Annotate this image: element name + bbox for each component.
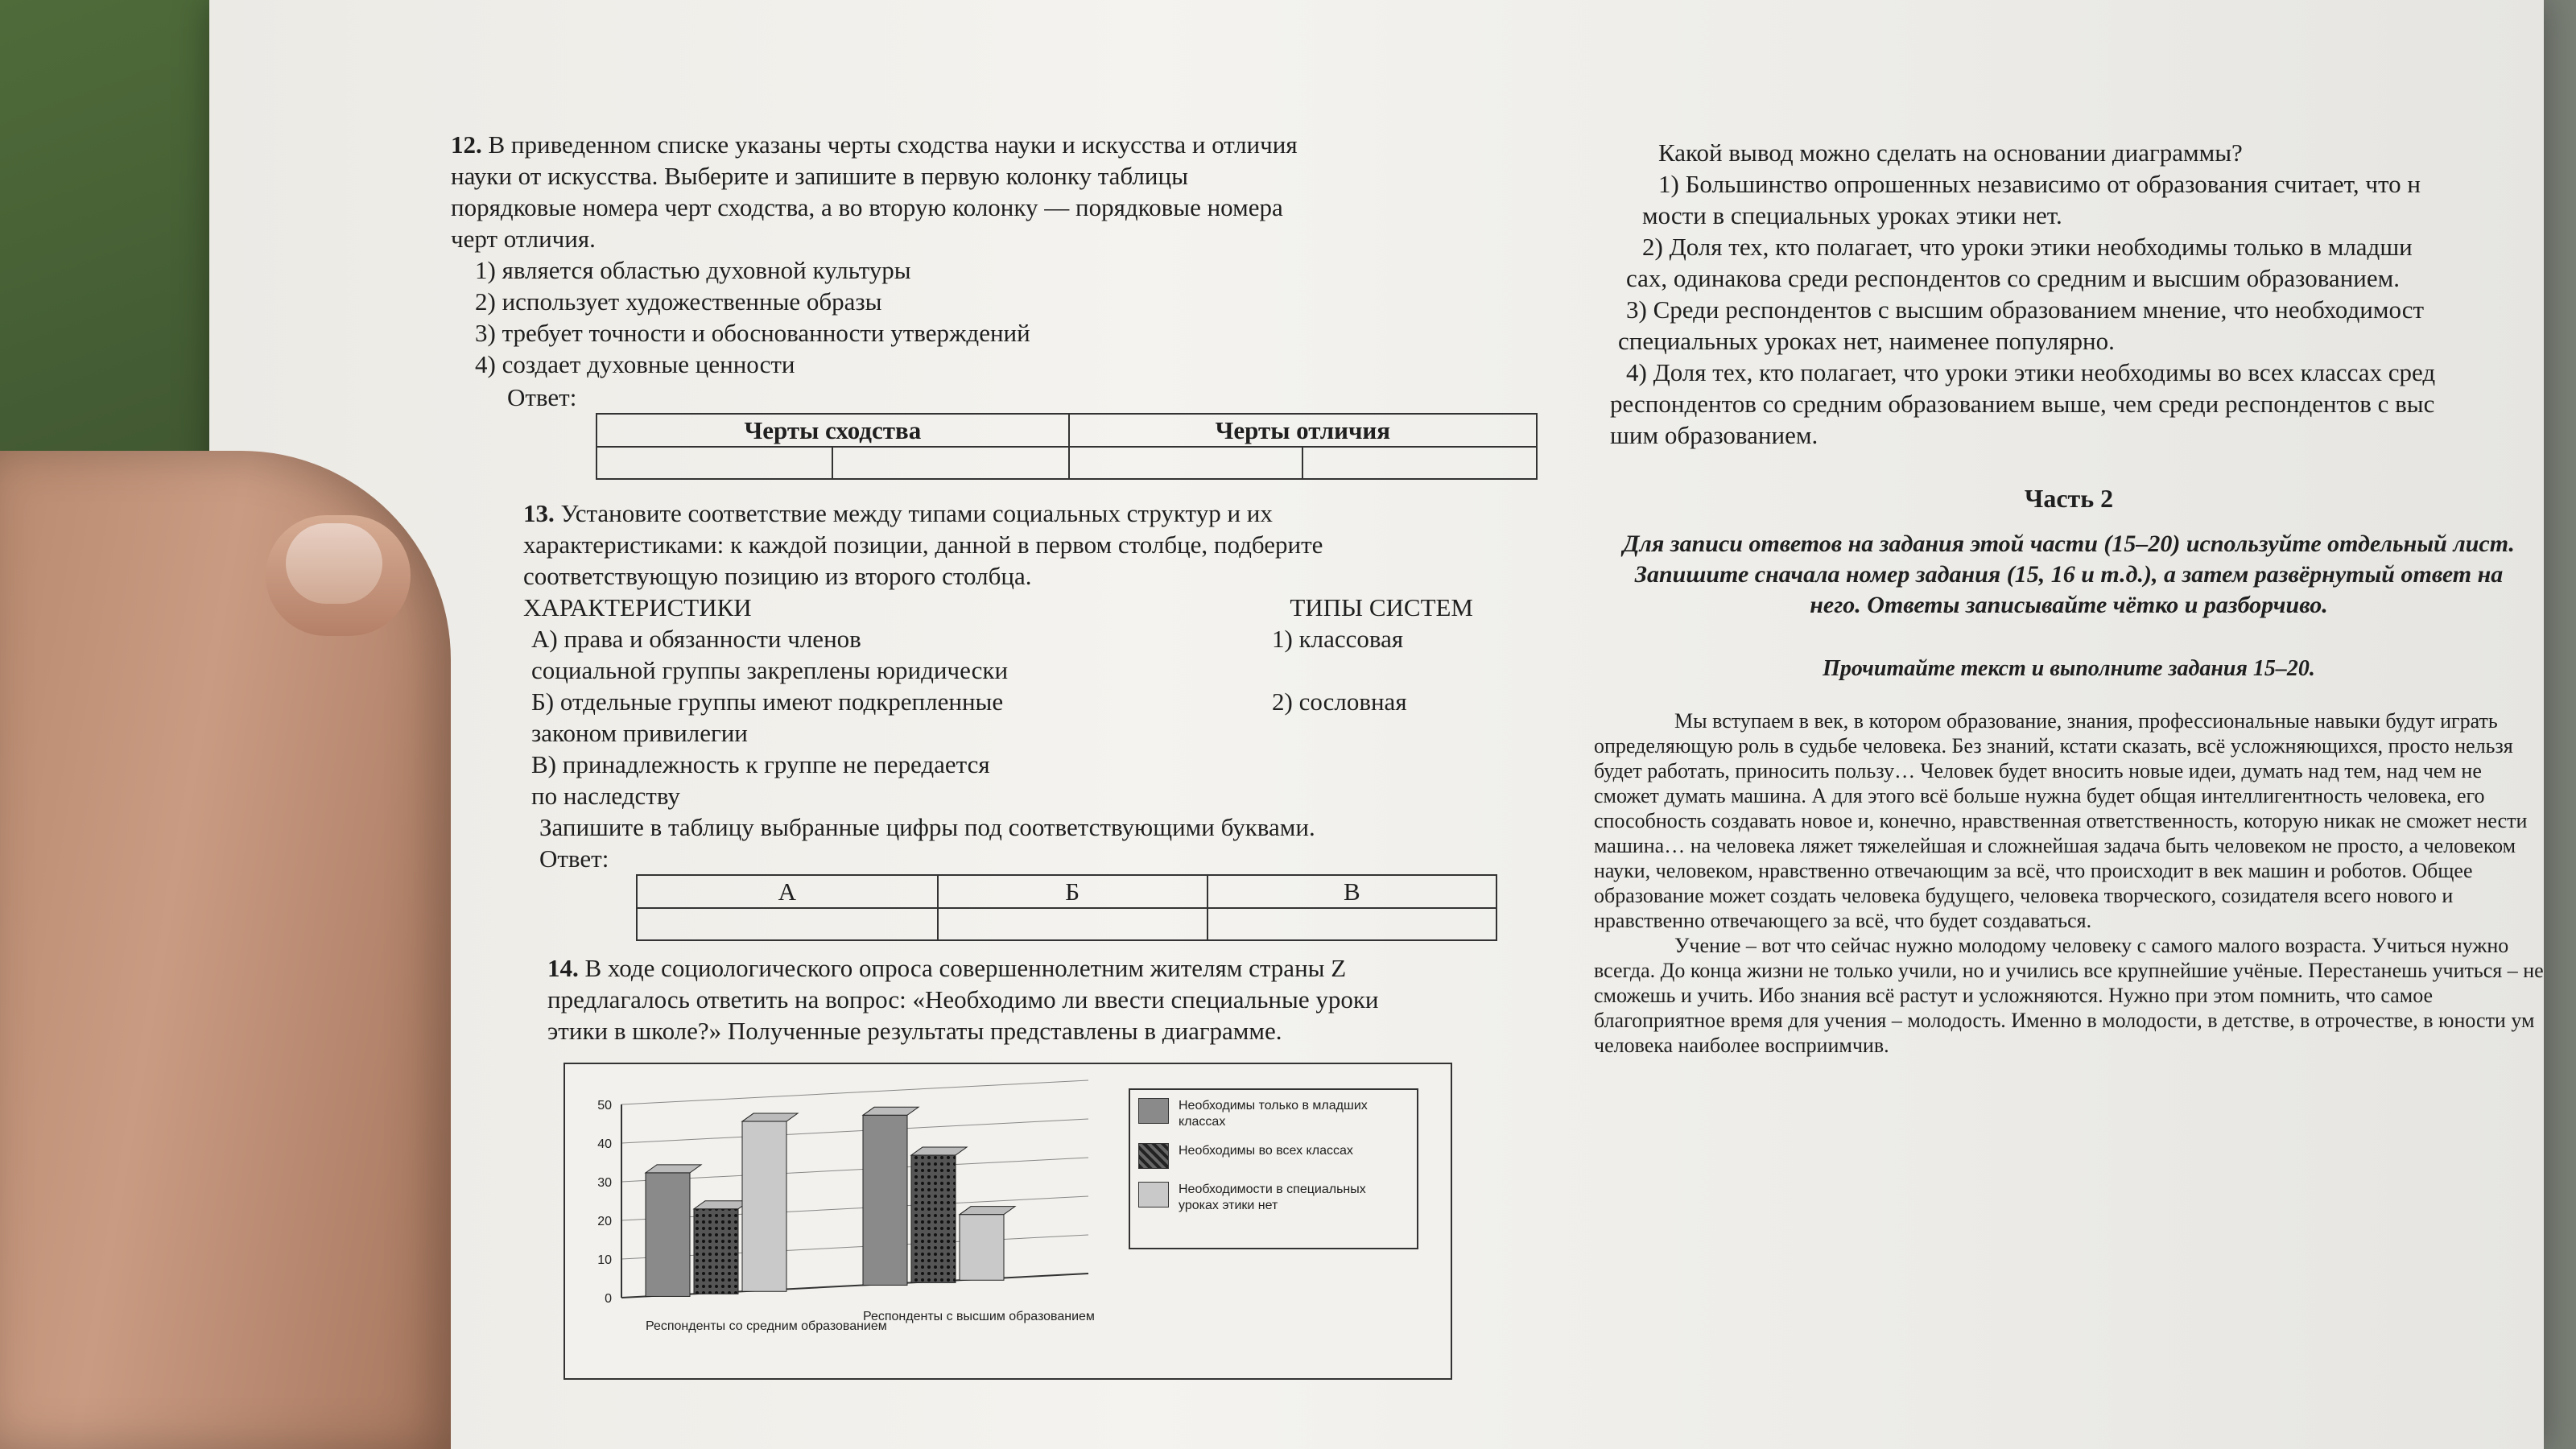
q12-answer-table (596, 413, 1538, 480)
bar-top (646, 1165, 701, 1173)
q13-col-c: В (1208, 875, 1496, 908)
q13-text (451, 497, 1562, 529)
bar-top (742, 1113, 798, 1121)
legend-label: Необходимости в специальных уроках этики нет (1179, 1183, 1366, 1212)
q14-line: В ходе социологического опроса совершеннолетним жителям страны Z (584, 954, 1347, 982)
answer-cell[interactable] (938, 908, 1208, 940)
q13-type: 2) сословная (1272, 687, 1407, 716)
q14-text (451, 952, 1562, 984)
legend-swatch (1138, 1098, 1169, 1124)
q13-number: 13. (523, 499, 555, 527)
q14-number: 14. (547, 954, 579, 982)
q12-item: 3) требует точности и обоснованности утверждений (475, 319, 1030, 347)
q14-chart (564, 1063, 1452, 1380)
q13-char: социальной группы закреплены юридически (531, 656, 1009, 684)
q12-number: 12. (451, 130, 482, 159)
bar-top (694, 1201, 749, 1209)
legend-item (1138, 1098, 1409, 1130)
q13-char: законом привилегии (531, 719, 748, 747)
q14-question: Какой вывод можно сделать на основании диаграммы? (1658, 138, 2243, 167)
thumbnail (286, 523, 382, 604)
q12-line: черт отличия. (451, 225, 596, 253)
bar-top (863, 1107, 919, 1115)
q12-line: порядковые номера черт сходства, а во вторую колонку — порядковые номера (451, 193, 1283, 221)
answer-cell[interactable] (1302, 447, 1537, 479)
q13-answer-label: Ответ: (539, 844, 609, 873)
q13-instruction: Запишите в таблицу выбранные цифры под соответствующими буквами. (539, 813, 1315, 841)
right-column (1594, 137, 2544, 1058)
q13-line: Установите соответствие между типами социальных структур и их (560, 499, 1273, 527)
q12-item: 1) является областью духовной культуры (475, 256, 911, 284)
answer-cell[interactable] (597, 447, 832, 479)
answer-cell[interactable] (832, 447, 1068, 479)
x-axis (621, 1274, 1088, 1298)
read-instruction: Прочитайте текст и выполните задания 15–20. (1823, 656, 2315, 681)
q13-char: по наследству (531, 782, 680, 810)
q12-line: науки от искусства. Выберите и запишите в первую колонку таблицы (451, 162, 1188, 190)
q13-heads (451, 592, 1473, 623)
bar-top (911, 1147, 967, 1155)
bar (960, 1215, 1004, 1281)
y-tick-label: 10 (597, 1253, 612, 1267)
q13-line: соответствующую позицию из второго столбца. (523, 562, 1032, 590)
legend-item (1138, 1143, 1409, 1169)
gridline (621, 1196, 1088, 1220)
bar-chart-svg (565, 1064, 1113, 1370)
q12-col-diff: Черты отличия (1069, 414, 1537, 447)
bar (911, 1155, 956, 1282)
q14-option: шим образованием. (1610, 421, 1818, 449)
q13-col-a: А (637, 875, 938, 908)
q14-option: 2) Доля тех, кто полагает, что уроки этики необходимы только в младши (1642, 233, 2413, 261)
q14-option: специальных уроках нет, наименее популярно. (1618, 327, 2115, 355)
y-tick-label: 0 (605, 1292, 612, 1306)
q13-line: характеристиками: к каждой позиции, данной в первом столбце, подберите (523, 530, 1323, 559)
chart-legend (1129, 1088, 1418, 1249)
y-tick-label: 30 (597, 1176, 612, 1190)
q13-head-types: ТИПЫ СИСТЕМ (1290, 593, 1473, 621)
y-tick-label: 20 (597, 1215, 612, 1228)
q13-type: 1) классовая (1272, 625, 1404, 653)
part-2-instructions: Для записи ответов на задания этой части (15–20) используйте отдельный лист. Запишите сначала номер задания (15, 16 и т.д.), а затем развёрнутый ответ на него. Ответы записывайте чётко и разборчиво. (1623, 530, 2515, 618)
answer-cell[interactable] (1208, 908, 1496, 940)
q14-option: респондентов со средним образованием выше, чем среди респондентов с выс (1610, 390, 2435, 418)
bar (646, 1173, 690, 1297)
q12-item: 4) создает духовные ценности (475, 350, 795, 378)
x-category-label: Респонденты со средним образованием (646, 1319, 887, 1333)
legend-label: Необходимы только в младших классах (1179, 1099, 1368, 1129)
bar (694, 1209, 738, 1294)
gridline (621, 1235, 1088, 1259)
q14-option: 1) Большинство опрошенных независимо от образования считает, что н (1658, 170, 2421, 198)
q14-line: предлагалось ответить на вопрос: «Необходимо ли ввести специальные уроки (547, 985, 1379, 1013)
legend-swatch (1138, 1182, 1169, 1208)
q13-col-b: Б (938, 875, 1208, 908)
q12-answer-label: Ответ: (507, 383, 577, 411)
q12-line: В приведенном списке указаны черты сходства науки и искусства и отличия (488, 130, 1298, 159)
q13-char: А) права и обязанности членов (531, 625, 861, 653)
q14-option: сах, одинакова среди респондентов со средним и высшим образованием. (1626, 264, 2400, 292)
legend-item (1138, 1182, 1409, 1214)
q12-col-similar: Черты сходства (597, 414, 1069, 447)
legend-swatch (1138, 1143, 1169, 1169)
q14-option: 4) Доля тех, кто полагает, что уроки этики необходимы во всех классах сред (1626, 358, 2436, 386)
answer-cell[interactable] (1069, 447, 1303, 479)
q13-body (451, 623, 1473, 811)
bar-top (960, 1207, 1015, 1215)
q14-option: мости в специальных уроках этики нет. (1642, 201, 2062, 229)
q13-answer-table (636, 874, 1497, 941)
q14-line: этики в школе?» Полученные результаты представлены в диаграмме. (547, 1017, 1282, 1045)
y-tick-label: 50 (597, 1099, 612, 1113)
bar (742, 1121, 786, 1291)
gridline (621, 1119, 1088, 1143)
q14-option: 3) Среди респондентов с высшим образованием мнение, что необходимост (1626, 295, 2425, 324)
x-category-label: Респонденты с высшим образованием (863, 1310, 1095, 1323)
q12-item: 2) использует художественные образы (475, 287, 882, 316)
text-paragraph: Учение – вот что сейчас нужно молодому человеку с самого малого возраста. Учиться нужно всегда. До конца жизни не только учили, но и учились все крупнейшие учёные. Перестанешь учиться – не сможешь и учить. Ибо знания всё растут и усложняются. Нужно при этом помнить, что самое благоприятное время для учения – молодость. Именно в молодости, в детстве, в отрочестве, в юности ум человека наиболее восприимчив. (1594, 934, 2544, 1057)
left-column (451, 129, 1562, 1046)
part-2-title: Часть 2 (2024, 484, 2114, 513)
q13-types (1272, 623, 1473, 811)
gridline (621, 1080, 1088, 1104)
q13-char: Б) отдельные группы имеют подкрепленные (531, 687, 1004, 716)
y-tick-label: 40 (597, 1137, 612, 1151)
text-paragraph: Мы вступаем в век, в котором образование, знания, профессиональные навыки будут играть определяющую роль в судьбе человека. Без знаний, кстати сказать, всё усложняющихся, просто нельзя будет работать, приносить пользу… Человек будет вносить новые идеи, думать над тем, над чем не сможет думать машина. А для этого всё больше нужна будет общая интеллигентность человека, его способность создавать новое и, конечно, нравственная ответственность, которую никак не сможет нести машина… на человека ляжет тяжелейшая и сложнейшая задача быть человеком не просто, а человеком науки, человеком, нравственно отвечающим за всё, что происходит в век машин и роботов. Общее образование может создать человека будущего, человека творческого, созидателя всего нового и нравственно отвечающего за всё, что будет создаваться. (1594, 709, 2528, 932)
q12-text (451, 129, 1562, 160)
q13-char: В) принадлежность к группе не передается (531, 750, 990, 778)
bar (863, 1115, 907, 1285)
answer-cell[interactable] (637, 908, 938, 940)
q13-chars (531, 623, 1008, 811)
q13-head-chars: ХАРАКТЕРИСТИКИ (523, 593, 752, 621)
legend-label: Необходимы во всех классах (1179, 1144, 1353, 1158)
